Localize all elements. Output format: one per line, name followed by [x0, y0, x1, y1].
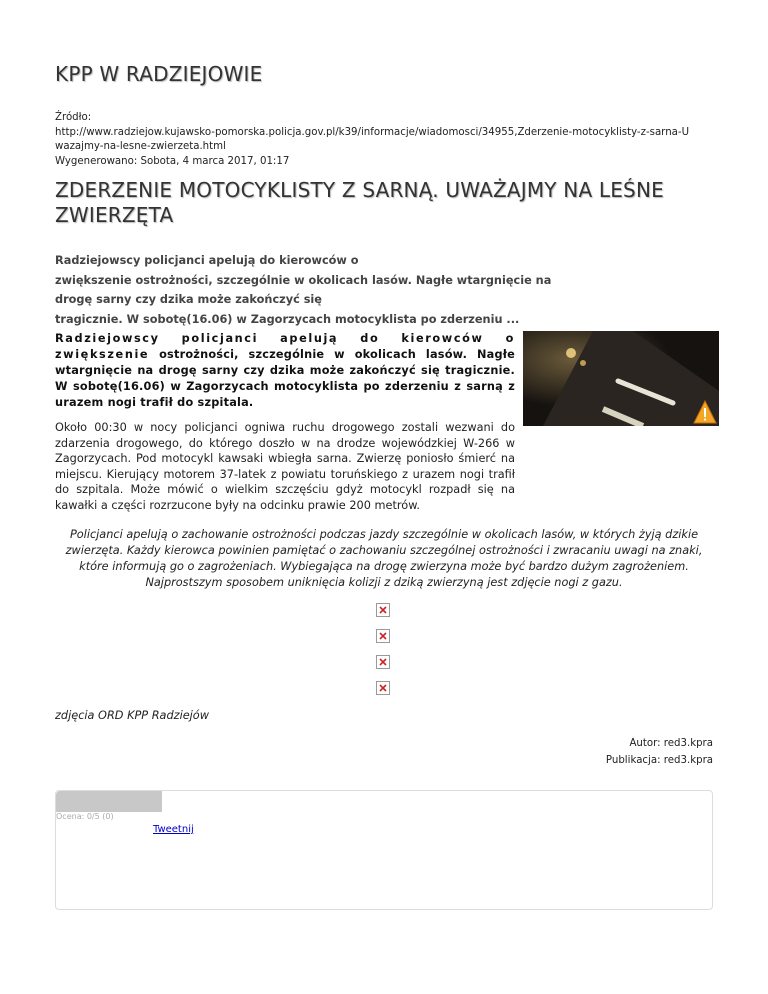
rating-bar[interactable]: [56, 791, 162, 812]
image-list: [376, 603, 390, 707]
photo-caption: zdjęcia ORD KPP Radziejów: [55, 709, 209, 722]
article-appeal: Policjanci apelują o zachowanie ostrożności podczas jazdy szczególnie w okolicach lasów, w których żyją dzikie zwierzęta. Każdy kierowca powinien pamiętać o zachowaniu szczególnej ostrożności i zwracaniu uwagi na znaki, które informują go o zagrożeniach. Wybiegająca na drogę zwierzyna może być bardzo dużym zagrożeniem. Najprostszym sposobem uniknięcia kolizji z dziką zwierzyną jest zdjęcie nogi z gazu.: [65, 528, 703, 589]
lead-line: zwiększenie ostrożności, szczególnie w okolicach lasów. Nagłe wtargnięcie na: [55, 273, 552, 287]
broken-image-icon[interactable]: [376, 655, 390, 669]
source-url-line1: http://www.radziejow.kujawsko-pomorska.policja.gov.pl/k39/informacje/wiadomosci/34955,Zderzenie-motocyklisty-z-sarna-U: [55, 126, 690, 138]
night-road-image: [523, 331, 719, 426]
author: Autor: red3.kpra: [629, 738, 713, 749]
article-lead: [55, 251, 615, 329]
broken-image-icon[interactable]: [376, 603, 390, 617]
broken-image-icon[interactable]: [376, 681, 390, 695]
site-title: KPP W RADZIEJOWIE: [55, 62, 263, 86]
source-label: Źródło:: [55, 112, 92, 123]
generated-date: Wygenerowano: Sobota, 4 marca 2017, 01:17: [55, 155, 290, 167]
article-body: Około 00:30 w nocy policjanci ogniwa ruchu drogowego zostali wezwani do zdarzenia drogowego, do którego doszło w na drodze wojewódzkiej W-266 w Zagorzycach. Pod motocykl kawsaki wbiegła sarna. Zwierzę poniosło śmierć na miejscu. Kierujący motorem 37-latek z powiatu toruńskiego z urazem nogi trafił do szpitala. Może mówić o wielkim szczęściu gdyż motocykl rozpadł się na kawałki a części rozrzucone były na odcinku prawie 200 metrów.: [55, 421, 515, 512]
source-url-line2: wazajmy-na-lesne-zwierzeta.html: [55, 141, 226, 152]
article-title: ZDERZENIE MOTOCYKLISTY Z SARNĄ. UWAŻAJMY NA LEŚNE ZWIERZĘTA: [55, 178, 664, 227]
accident-photo: [523, 331, 719, 426]
intro-first-line: Radziejowscy policjanci apelują do kierowców o zwiększenie: [55, 332, 515, 361]
author-block: [413, 735, 713, 769]
article-intro: [55, 331, 515, 411]
broken-image-icon[interactable]: [376, 629, 390, 643]
publication: Publikacja: red3.kpra: [605, 755, 713, 766]
rating-text: Ocena: 0/5 (0): [56, 812, 114, 821]
lead-line: Radziejowscy policjanci apelują do kierowców o: [55, 254, 359, 267]
tweet-link[interactable]: Tweetnij: [153, 824, 194, 835]
rating-box: [55, 790, 713, 910]
source-meta: [55, 111, 715, 169]
intro-rest: ostrożności, szczególnie w okolicach lasów. Nagłe wtargnięcie na drogę sarny czy dzika może zakończyć się tragicznie. W sobotę(16.06) w Zagorzycach motocyklista po zderzeniu z sarną z urazem nogi trafił do szpitala.: [55, 348, 515, 409]
lead-line: tragicznie. W sobotę(16.06) w Zagorzycach motocyklista po zderzeniu ...: [55, 312, 520, 326]
lead-line: drogę sarny czy dzika może zakończyć się: [55, 293, 322, 306]
